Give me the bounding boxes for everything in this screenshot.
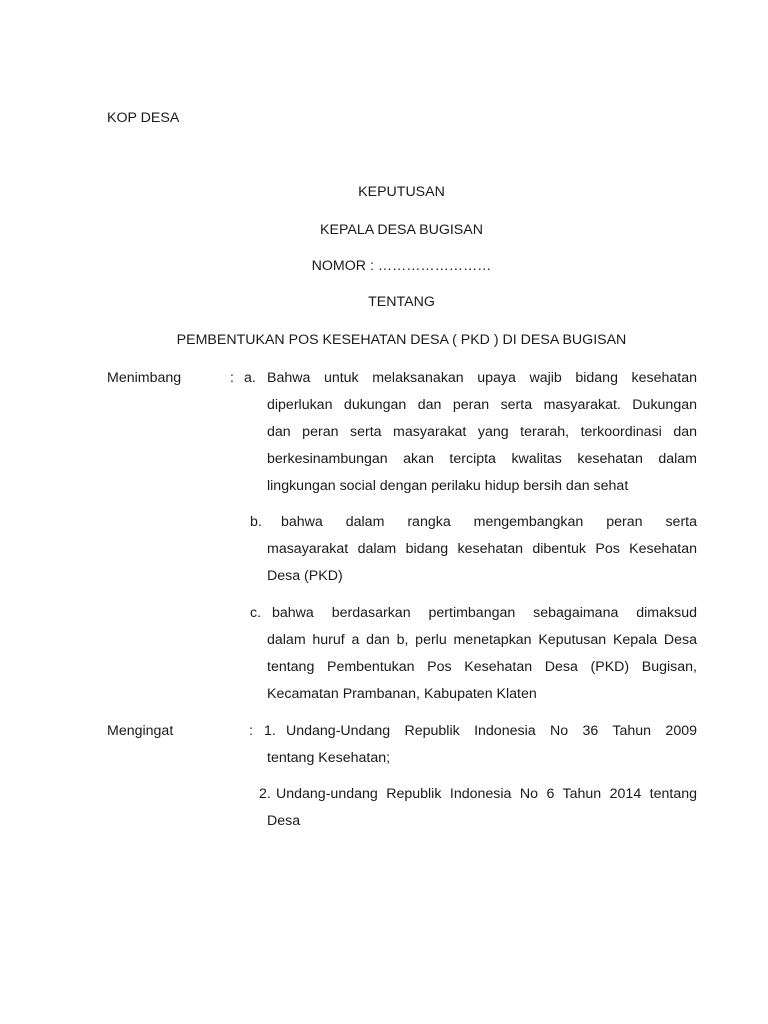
issuer-title: KEPALA DESA BUGISAN (320, 222, 483, 238)
letterhead: KOP DESA (107, 110, 180, 126)
item-line: lingkungan social dengan perilaku hidup bersih dan sehat (267, 478, 629, 494)
decree-title: KEPUTUSAN (358, 184, 445, 200)
item-line: dalam huruf a dan b, perlu menetapkan Keputusan Kepala Desa (267, 632, 697, 648)
menimbang-colon: : (230, 370, 234, 386)
item-line: Undang-undang Republik Indonesia No 6 Tahun 2014 tentang (276, 786, 697, 802)
item-line: Kecamatan Prambanan, Kabupaten Klaten (267, 686, 537, 702)
decree-number: NOMOR : …………………… (311, 258, 492, 274)
item-marker: b. (250, 514, 262, 530)
item-marker: 2. (259, 786, 271, 802)
item-marker: a. (244, 370, 256, 386)
item-line: bahwa dalam rangka mengembangkan peran serta (281, 514, 697, 530)
menimbang-label: Menimbang (107, 370, 182, 386)
item-line: Undang-Undang Republik Indonesia No 36 Tahun 2009 (286, 723, 697, 739)
item-line: bahwa berdasarkan pertimbangan sebagaimana dimaksud (272, 605, 697, 621)
decree-subject: PEMBENTUKAN POS KESEHATAN DESA ( PKD ) DI DESA BUGISAN (176, 332, 627, 348)
item-marker: 1. (264, 723, 276, 739)
item-line: diperlukan dukungan dan peran serta masyarakat. Dukungan (267, 397, 697, 413)
item-line: masayarakat dalam bidang kesehatan dibentuk Pos Kesehatan (267, 541, 697, 557)
item-line: tentang Kesehatan; (267, 750, 391, 766)
item-line: Desa (267, 813, 301, 829)
item-line: Bahwa untuk melaksanakan upaya wajib bidang kesehatan (267, 370, 697, 386)
item-line: tentang Pembentukan Pos Kesehatan Desa (PKD) Bugisan, (267, 659, 697, 675)
item-line: Desa (PKD) (267, 568, 343, 584)
item-line: dan peran serta masyarakat yang terarah, terkoordinasi dan (267, 424, 697, 440)
mengingat-label: Mengingat (107, 723, 174, 739)
item-marker: c. (250, 605, 262, 621)
item-line: berkesinambungan akan tercipta kwalitas kesehatan dalam (267, 451, 697, 467)
mengingat-colon: : (249, 723, 253, 739)
about-heading: TENTANG (368, 294, 435, 310)
